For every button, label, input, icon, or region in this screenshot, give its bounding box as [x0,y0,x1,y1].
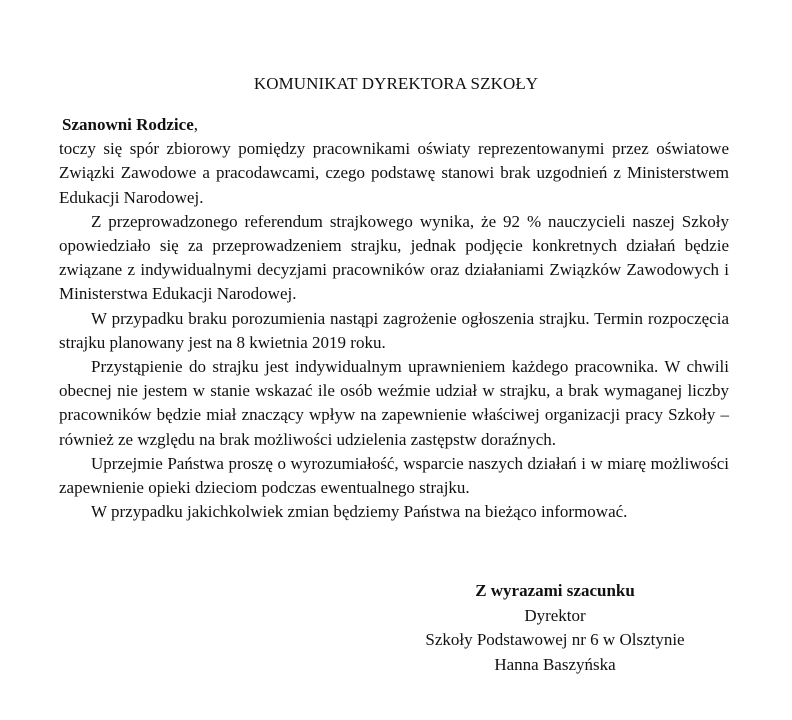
paragraph-1: toczy się spór zbiorowy pomiędzy pracownikami oświaty reprezentowanymi przez oświatowe Związki Zawodowe a pracodawcami, czego podstawę stanowi brak uzgodnień z Ministerstwem Edukacji Narodowej. [59,139,729,207]
signature-block [410,579,700,677]
signature-role: Dyrektor [524,605,586,625]
paragraph-6: W przypadku jakichkolwiek zmian będziemy Państwa na bieżąco informować. [91,502,628,522]
paragraph-5: Uprzejmie Państwa proszę o wyrozumiałość, wsparcie naszych działań i w miarę możliwości zapewnienie opieki dzieciom podczas ewentualnego strajku. [59,453,729,498]
letter-body [59,113,729,524]
salutation [59,113,729,137]
paragraph-2: Z przeprowadzonego referendum strajkowego wynika, że 92 % nauczycieli naszej Szkoły opowiedziało się za przeprowadzeniem strajku, jednak podjęcie konkretnych działań będzie związane z indywidualnymi decyzjami pracowników oraz działaniami Związków Zawodowych i Ministerstwa Edukacji Narodowej. [59,211,729,304]
signature-institution: Szkoły Podstawowej nr 6 w Olsztynie [425,630,685,649]
paragraph-4: Przystąpienie do strajku jest indywidualnym uprawnieniem każdego pracownika. W chwili obecnej nie jestem w stanie wskazać ile osób weźmie udział w strajku, a brak wymaganej liczby pracowników będzie miał znaczący wpływ na zapewnienie właściwej organizacji pracy Szkoły – również ze względu na brak możliwości udzielenia zastępstw doraźnych. [59,357,729,449]
salutation-greeting: Szanowni Rodzice [62,115,194,134]
document-title: KOMUNIKAT DYREKTORA SZKOŁY [253,74,539,93]
salutation-comma: , [193,115,198,134]
paragraph-3: W przypadku braku porozumienia nastąpi zagrożenie ogłoszenia strajku. Termin rozpoczęcia strajku planowany jest na 8 kwietnia 2019 roku. [59,308,729,352]
signature-name: Hanna Baszyńska [494,654,616,674]
signature-closing: Z wyrazami szacunku [475,581,635,600]
